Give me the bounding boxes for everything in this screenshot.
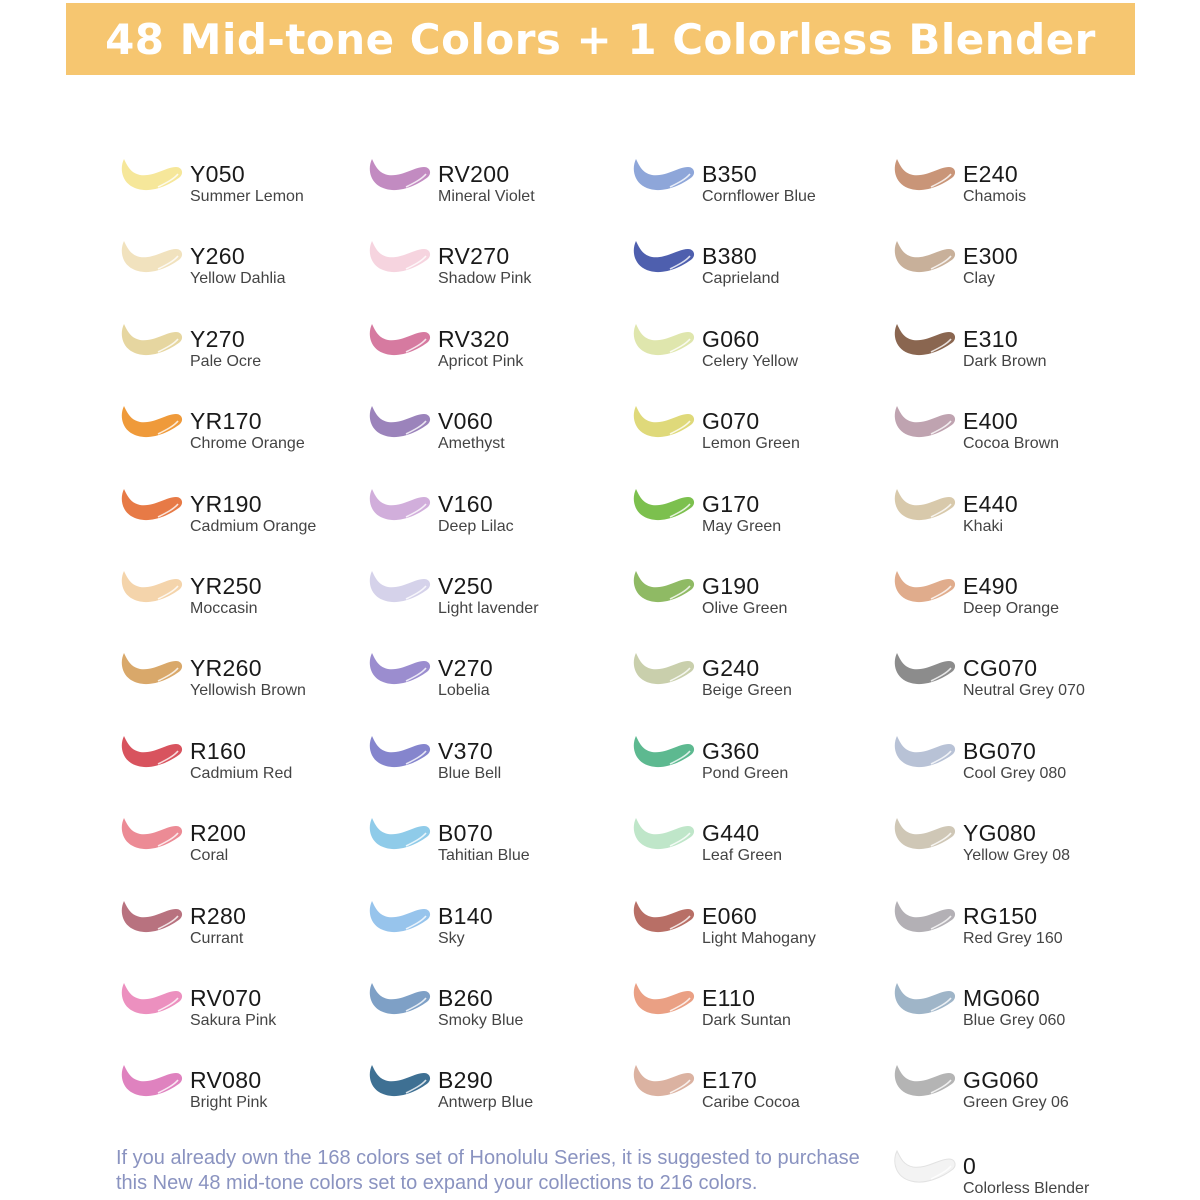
color-code: R280 <box>190 902 247 929</box>
color-swatch-item <box>118 651 388 733</box>
color-swatch-item <box>366 569 636 651</box>
brush-stroke-icon <box>891 487 957 533</box>
color-code: B140 <box>438 902 493 929</box>
brush-stroke-icon <box>891 981 957 1027</box>
color-swatch-item <box>366 404 636 486</box>
color-swatch-item <box>118 981 388 1063</box>
brush-stroke-icon <box>366 157 432 203</box>
color-code: V370 <box>438 737 493 764</box>
brush-stroke-icon <box>366 404 432 450</box>
brush-stroke-icon <box>630 1063 696 1109</box>
color-code: G240 <box>702 655 760 682</box>
color-name: Clay <box>963 270 996 288</box>
brush-stroke-icon <box>891 899 957 945</box>
color-swatch-item <box>366 816 636 898</box>
color-swatch-item <box>891 651 1161 733</box>
color-code: E400 <box>963 408 1018 435</box>
color-name: Cadmium Red <box>190 764 293 782</box>
color-code: MG060 <box>963 984 1040 1011</box>
color-name: Tahitian Blue <box>438 847 530 865</box>
brush-stroke-icon <box>891 569 957 615</box>
brush-stroke-icon <box>366 1063 432 1109</box>
color-code: YR250 <box>190 572 262 599</box>
color-code: Y260 <box>190 243 245 270</box>
color-code: RV080 <box>190 1067 262 1094</box>
brush-stroke-icon <box>630 899 696 945</box>
color-name: Sky <box>438 929 465 947</box>
brush-stroke-icon <box>891 239 957 285</box>
brush-stroke-icon <box>891 816 957 862</box>
color-swatch-item <box>630 981 900 1063</box>
color-column-3 <box>630 157 900 1146</box>
color-name: Cool Grey 080 <box>963 764 1067 782</box>
color-swatch-item <box>366 487 636 569</box>
color-code: G060 <box>702 325 760 352</box>
color-code: V270 <box>438 655 493 682</box>
color-code: G360 <box>702 737 760 764</box>
color-code: G190 <box>702 572 760 599</box>
color-name: May Green <box>702 517 782 535</box>
footnote-line-1: If you already own the 168 colors set of Honolulu Series, it is suggested to purchase <box>116 1147 860 1169</box>
color-name: Light Mahogany <box>702 929 816 947</box>
brush-stroke-icon <box>366 569 432 615</box>
brush-stroke-icon <box>891 651 957 697</box>
color-name: Caprieland <box>702 270 780 288</box>
color-name: Red Grey 160 <box>963 929 1063 947</box>
brush-stroke-icon <box>891 157 957 203</box>
brush-stroke-icon <box>118 981 184 1027</box>
color-code: G170 <box>702 490 760 517</box>
color-code: RV320 <box>438 325 510 352</box>
color-swatch-item <box>118 816 388 898</box>
color-swatch-item <box>366 322 636 404</box>
color-swatch-item <box>891 899 1161 981</box>
brush-stroke-icon <box>630 157 696 203</box>
color-code: RV270 <box>438 243 510 270</box>
color-swatch-item <box>630 569 900 651</box>
color-name: Pale Ocre <box>190 352 262 370</box>
color-code: RV200 <box>438 161 510 187</box>
color-swatch-item <box>366 239 636 321</box>
color-code: B380 <box>702 243 757 270</box>
color-swatch-item <box>891 734 1161 816</box>
color-swatch-item <box>891 157 1161 239</box>
color-code: YR260 <box>190 655 262 682</box>
color-code: G440 <box>702 820 760 847</box>
color-code: E490 <box>963 572 1018 599</box>
color-code: RG150 <box>963 902 1038 929</box>
color-name: Leaf Green <box>702 847 783 865</box>
color-swatch-item <box>891 404 1161 486</box>
color-name: Caribe Cocoa <box>702 1094 800 1112</box>
color-swatch-item <box>118 487 388 569</box>
color-swatch-item <box>366 651 636 733</box>
footnote-line-2: this New 48 mid-tone colors set to expand your collections to 216 colors. <box>116 1172 758 1194</box>
color-name: Chrome Orange <box>190 435 305 453</box>
color-code: B260 <box>438 984 493 1011</box>
color-code: E240 <box>963 161 1018 187</box>
color-swatch-item <box>118 157 388 239</box>
color-name: Mineral Violet <box>438 188 535 205</box>
color-code: E440 <box>963 490 1018 517</box>
color-swatch-item <box>891 816 1161 898</box>
brush-stroke-icon <box>630 404 696 450</box>
color-name: Pond Green <box>702 764 789 782</box>
brush-stroke-icon <box>118 816 184 862</box>
brush-stroke-icon <box>366 487 432 533</box>
color-swatch-item <box>366 734 636 816</box>
color-swatch-item <box>630 487 900 569</box>
brush-stroke-icon <box>366 322 432 368</box>
color-code: RV070 <box>190 984 262 1011</box>
title-banner <box>66 3 1135 75</box>
color-swatch-item <box>630 404 900 486</box>
brush-stroke-icon <box>366 899 432 945</box>
color-name: Antwerp Blue <box>438 1094 534 1112</box>
color-swatch-item <box>630 651 900 733</box>
color-swatch-item <box>366 899 636 981</box>
brush-stroke-icon <box>118 239 184 285</box>
brush-stroke-icon <box>630 239 696 285</box>
color-name: Sakura Pink <box>190 1011 277 1029</box>
color-name: Cocoa Brown <box>963 435 1060 453</box>
brush-stroke-icon <box>630 734 696 780</box>
color-code: V060 <box>438 408 493 435</box>
color-swatch-item <box>118 569 388 651</box>
brush-stroke-icon <box>366 816 432 862</box>
color-code: E110 <box>702 984 756 1011</box>
brush-stroke-icon <box>118 157 184 203</box>
brush-stroke-icon <box>891 734 957 780</box>
color-name: Blue Bell <box>438 764 502 782</box>
color-name: Cornflower Blue <box>702 188 816 205</box>
color-name: Lemon Green <box>702 435 800 453</box>
color-name: Summer Lemon <box>190 188 304 205</box>
color-name: Neutral Grey 070 <box>963 682 1085 700</box>
color-name: Khaki <box>963 517 1004 535</box>
color-swatch-item <box>118 734 388 816</box>
color-swatch-item <box>891 981 1161 1063</box>
brush-stroke-icon <box>366 651 432 697</box>
color-code: Y270 <box>190 325 245 352</box>
color-code: Y050 <box>190 161 245 187</box>
color-swatch-item <box>630 734 900 816</box>
brush-stroke-icon <box>630 569 696 615</box>
color-swatch-item <box>891 239 1161 321</box>
color-swatch-item <box>118 899 388 981</box>
color-code: R200 <box>190 820 247 847</box>
color-swatch-item <box>118 1063 388 1145</box>
color-name: Beige Green <box>702 682 792 700</box>
brush-stroke-icon <box>630 322 696 368</box>
color-name: Green Grey 06 <box>963 1094 1069 1112</box>
color-column-1 <box>118 157 388 1146</box>
color-name: Yellow Dahlia <box>190 270 286 288</box>
color-name: Currant <box>190 929 244 947</box>
color-name: Moccasin <box>190 599 258 617</box>
color-code: YG080 <box>963 820 1037 847</box>
brush-stroke-icon <box>630 651 696 697</box>
color-swatch-item <box>630 239 900 321</box>
color-name: Shadow Pink <box>438 270 532 288</box>
color-code: G070 <box>702 408 760 435</box>
color-name: Cadmium Orange <box>190 517 317 535</box>
color-code: E310 <box>963 325 1018 352</box>
brush-stroke-icon <box>118 322 184 368</box>
brush-stroke-icon <box>630 981 696 1027</box>
color-swatch-item <box>118 322 388 404</box>
color-swatch-item <box>366 981 636 1063</box>
color-name: Yellowish Brown <box>190 682 306 700</box>
color-code: YR190 <box>190 490 262 517</box>
color-name: Amethyst <box>438 435 505 453</box>
brush-stroke-icon <box>118 569 184 615</box>
color-code: R160 <box>190 737 247 764</box>
color-code: BG070 <box>963 737 1037 764</box>
color-code: YR170 <box>190 408 262 435</box>
colorless-blender-item <box>891 1149 1161 1199</box>
brush-stroke-icon <box>891 1063 957 1109</box>
color-name: Lobelia <box>438 682 490 700</box>
color-name: Dark Brown <box>963 352 1047 370</box>
brush-stroke-icon <box>891 322 957 368</box>
color-swatch-item <box>891 487 1161 569</box>
color-swatch-item <box>630 157 900 239</box>
color-code: E300 <box>963 243 1018 270</box>
color-swatch-item <box>118 239 388 321</box>
brush-stroke-icon <box>891 1149 957 1195</box>
brush-stroke-icon <box>118 651 184 697</box>
color-code: CG070 <box>963 655 1038 682</box>
color-name: Deep Orange <box>963 599 1060 617</box>
color-column-2 <box>366 157 636 1146</box>
color-swatch-item <box>891 569 1161 651</box>
brush-stroke-icon <box>630 816 696 862</box>
color-swatch-item <box>366 1063 636 1145</box>
color-name: Light lavender <box>438 599 539 617</box>
footnote <box>116 1146 896 1196</box>
color-swatch-item <box>366 157 636 239</box>
color-name: Chamois <box>963 188 1027 205</box>
brush-stroke-icon <box>118 1063 184 1109</box>
color-code: E170 <box>702 1067 757 1094</box>
brush-stroke-icon <box>118 487 184 533</box>
color-code: B070 <box>438 820 493 847</box>
color-name: Deep Lilac <box>438 517 514 535</box>
brush-stroke-icon <box>118 734 184 780</box>
color-name: Smoky Blue <box>438 1011 524 1029</box>
color-code: V160 <box>438 490 493 517</box>
brush-stroke-icon <box>366 734 432 780</box>
color-code: E060 <box>702 902 757 929</box>
color-name: Colorless Blender <box>963 1180 1090 1197</box>
brush-stroke-icon <box>630 487 696 533</box>
color-name: Bright Pink <box>190 1094 268 1112</box>
color-swatch-item <box>118 404 388 486</box>
color-name: Celery Yellow <box>702 352 799 370</box>
brush-stroke-icon <box>118 404 184 450</box>
color-swatch-item <box>630 322 900 404</box>
color-code: V250 <box>438 572 493 599</box>
brush-stroke-icon <box>366 239 432 285</box>
color-swatch-item <box>891 322 1161 404</box>
brush-stroke-icon <box>366 981 432 1027</box>
color-swatch-item <box>630 816 900 898</box>
color-name: Apricot Pink <box>438 352 524 370</box>
color-code: B350 <box>702 161 757 187</box>
color-name: Blue Grey 060 <box>963 1011 1066 1029</box>
color-name: Yellow Grey 08 <box>963 847 1071 865</box>
brush-stroke-icon <box>118 899 184 945</box>
color-swatch-item <box>630 1063 900 1145</box>
color-code: 0 <box>963 1153 977 1179</box>
page-title: 48 Mid-tone Colors + 1 Colorless Blender <box>105 14 1096 64</box>
color-code: GG060 <box>963 1067 1039 1094</box>
color-swatch-item <box>630 899 900 981</box>
color-swatch-item <box>891 1063 1161 1145</box>
color-name: Coral <box>190 847 229 865</box>
color-name: Dark Suntan <box>702 1011 791 1029</box>
color-column-4 <box>891 157 1161 1146</box>
color-name: Olive Green <box>702 599 788 617</box>
brush-stroke-icon <box>891 404 957 450</box>
color-code: B290 <box>438 1067 493 1094</box>
